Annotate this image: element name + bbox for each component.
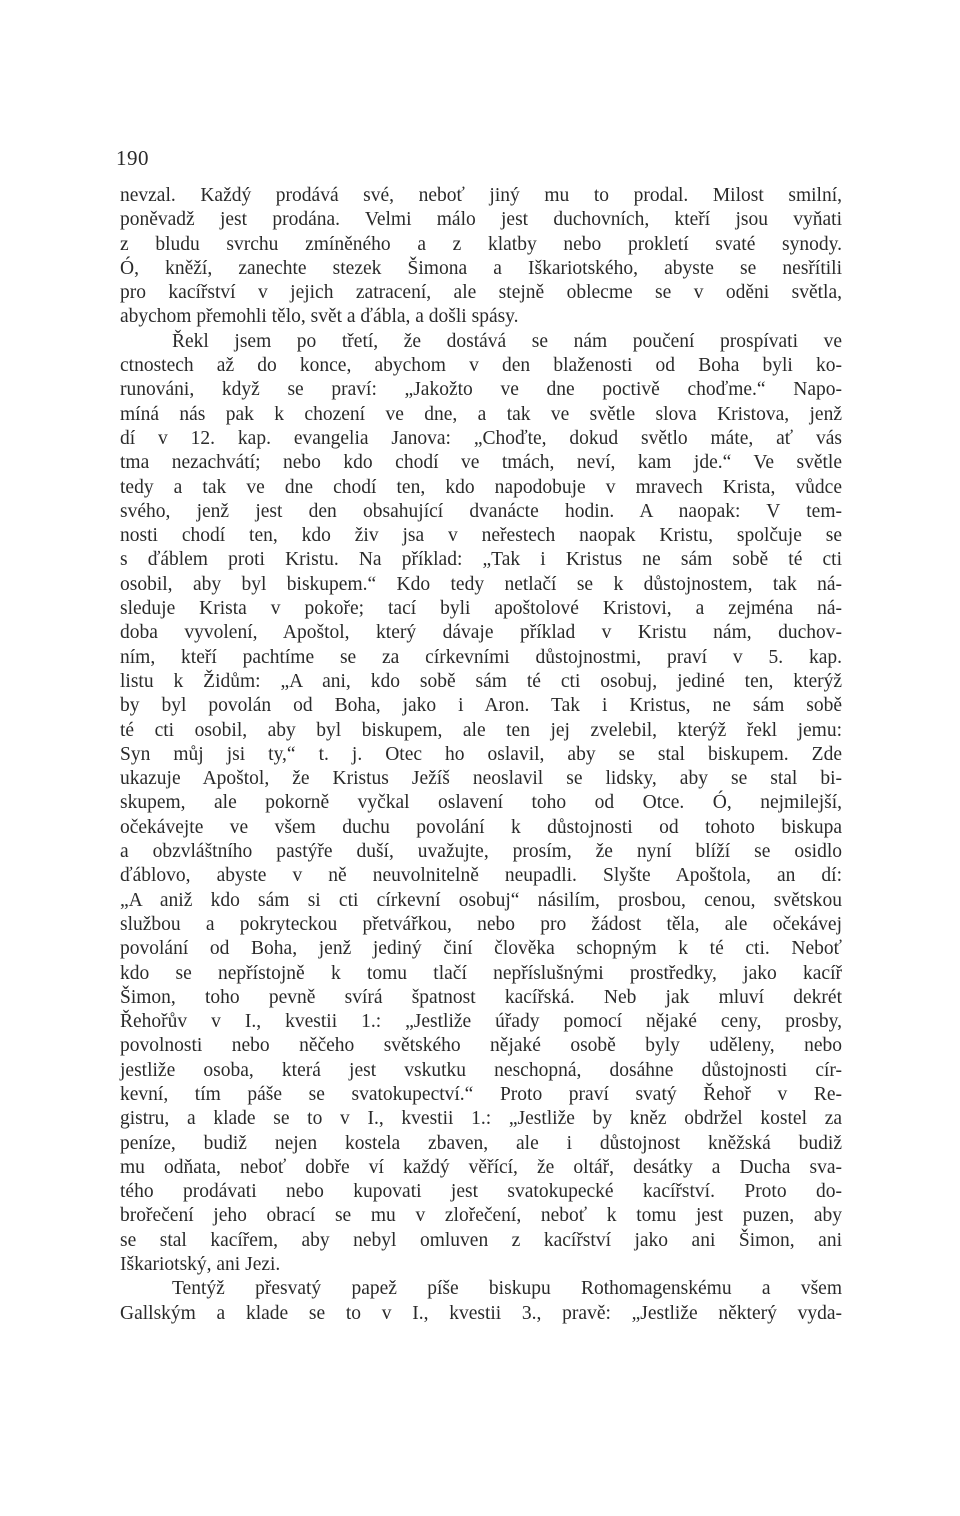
text-line: té cti osobil, aby byl biskupem, ale ten jej zvelebil, kterýž řekl jemu: — [120, 719, 842, 741]
text-line: se stal kacířem, aby nebyl omluven z kacířství jako ani Šimon, ani — [120, 1229, 842, 1251]
text-line: osobil, aby byl biskupem.“ Kdo tedy netlačí se k důstojnostem, tak ná- — [120, 573, 842, 595]
text-line: nosti chodí ten, kdo živ jsa v neřestech naopak Kristu, spolčuje se — [120, 525, 842, 547]
text-line: kdo se nepřístojně k tomu tlačí nepříslušnými prostředky, jako kacíř — [120, 962, 842, 984]
text-line: Ó, kněží, zanechte stezek Šimona a Iškariotského, abyste se nesřítili — [120, 257, 842, 279]
text-line: Syn můj jsi ty,“ t. j. Otec ho oslavil, aby se stal biskupem. Zde — [120, 743, 842, 765]
text-line: Gallským a klade se to v I., kvestii 3., pravě: „Jestliže některý vyda- — [120, 1302, 842, 1324]
text-line: kevní, tím páše se svatokupectví.“ Proto praví svatý Řehoř v Re- — [120, 1083, 842, 1105]
text-line: abychom přemohli tělo, svět a ďábla, a došli spásy. — [120, 306, 519, 328]
text-line: povolání od Boha, jenž jediný činí člověka schopným k té cti. Neboť — [120, 938, 842, 960]
text-line: peníze, budiž nejen kostela zbaven, ale i důstojnost kněžská budiž — [120, 1132, 842, 1154]
text-line: službou a pokryteckou přetvářkou, nebo pro žádost těla, ale očekávej — [120, 913, 842, 935]
text-line: míná nás pak k chození ve dne, a tak ve světle slova Kristova, jenž — [120, 403, 842, 425]
text-line: povolnosti nebo něčeho světského nějaké osobě byly uděleny, nebo — [120, 1035, 842, 1057]
text-line: ním, kteří pachtíme se za církevními důstojnostmi, praví v 5. kap. — [120, 646, 842, 668]
text-line: svého, jenž jest den obsahující dvanácte hodin. A naopak: V tem- — [120, 500, 842, 522]
text-line: Tentýž přesvatý papež píše biskupu Rothomagenskému a všem — [172, 1278, 842, 1300]
text-line: doba vyvolení, Apoštol, který dávaje příklad v Kristu nám, duchov- — [120, 622, 842, 644]
text-line: tého prodávati nebo kupovati jest svatokupecké kacířství. Proto do- — [120, 1181, 842, 1203]
text-line: sleduje Krista v pokoře; tací byli apoštolové Kristovi, a zejména ná- — [120, 598, 842, 620]
text-line: dí v 12. kap. evangelia Janova: „Choďte, dokud světlo máte, ať vás — [120, 427, 842, 449]
page-number: 190 — [116, 146, 149, 170]
text-line: tedy a tak ve dne chodí ten, kdo napodobuje v mravech Krista, vůdce — [120, 476, 842, 498]
text-line: ctnostech až do konce, abychom v den blaženosti od Boha byli ko- — [120, 355, 842, 377]
text-line: tma nezachvátí; nebo kdo chodí ve tmách, neví, kam jde.“ Ve světle — [120, 452, 842, 474]
text-line: Řehořův v I., kvestii 1.: „Jestliže úřady pomocí nějaké ceny, prosby, — [120, 1011, 842, 1033]
text-line: jestliže osoba, která jest vskutku neschopná, dosáhne důstojnosti cír- — [120, 1059, 842, 1081]
text-line: brořečení jeho obrací se mu v zlořečení, neboť k tomu jest puzen, aby — [120, 1205, 842, 1227]
text-line: Šimon, toho pevně svírá špatnost kacířská. Neb jak mluví dekrét — [120, 986, 842, 1008]
text-line: a obzvláštního pastýře duší, uvažujte, prosím, že nyní blíží se osidlo — [120, 841, 842, 863]
text-line: s ďáblem proti Kristu. Na příklad: „Tak i Kristus ne sám sobě té cti — [120, 549, 842, 571]
text-line: gistru, a klade se to v I., kvestii 1.: „Jestliže by kněz obdržel kostel za — [120, 1108, 842, 1130]
text-line: pro kacířství v jejich zatracení, ale stejně oblecme se v oděni světla, — [120, 282, 842, 304]
text-line: Iškariotský, ani Jezi. — [120, 1254, 281, 1276]
text-line: ďáblovo, abyste v ně neuvolnitelně neupadli. Slyšte Apoštola, an dí: — [120, 865, 842, 887]
text-line: poněvadž jest prodána. Velmi málo jest duchovních, kteří jsou vyňati — [120, 209, 842, 231]
text-line: runováni, když se praví: „Jakožto ve dne poctivě choďme.“ Napo- — [120, 379, 842, 401]
text-line: mu odňata, neboť dobře ví každý věřící, že oltář, desátky a Ducha sva- — [120, 1156, 842, 1178]
text-line: ukazuje Apoštol, že Kristus Ježíš neoslavil se lidsky, aby se stal bi- — [120, 768, 842, 790]
text-line: listu k Židům: „A ani, kdo sobě sám té cti osobuj, jediné ten, kterýž — [120, 670, 842, 692]
text-line: z bludu svrchu zmíněného a z klatby nebo prokletí svaté synody. — [120, 233, 842, 255]
text-line: Řekl jsem po třetí, že dostává se nám poučení prospívati ve — [172, 330, 842, 352]
text-line: nevzal. Každý prodává své, neboť jiný mu to prodal. Milost smilní, — [120, 185, 842, 206]
body-text — [120, 184, 842, 1326]
text-line: „A aniž kdo sám si cti církevní osobuj“ násilím, prosbou, cenou, světskou — [120, 889, 842, 911]
text-line: skupem, ale pokorně vyčkal oslavení toho od Otce. Ó, nejmilejší, — [120, 792, 842, 814]
text-line: očekávejte ve všem duchu povolání k důstojnosti od tohoto biskupa — [120, 816, 842, 838]
text-line: by byl povolán od Boha, jako i Aron. Tak i Kristus, ne sám sobě — [120, 695, 842, 717]
